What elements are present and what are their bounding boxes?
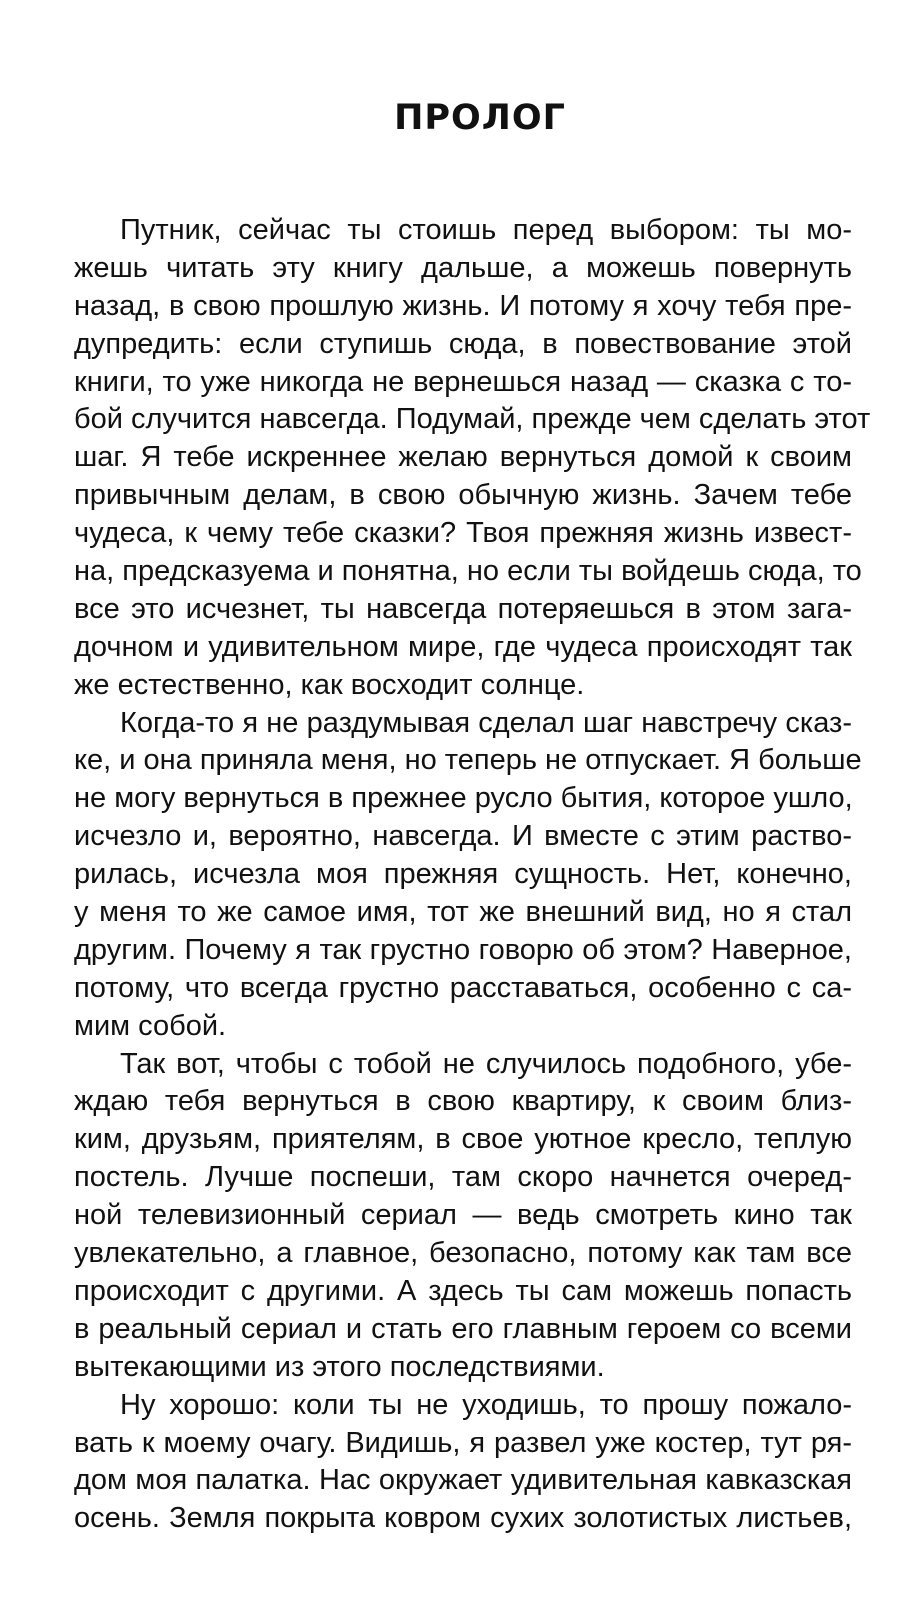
- text-line: другим. Почему я так грустно говорю об этом? Наверное,: [74, 933, 852, 966]
- text-line: вытекающими из этого последствиями.: [74, 1350, 605, 1383]
- chapter-title: ПРОЛОГ: [394, 98, 566, 138]
- text-line: не могу вернуться в прежнее русло бытия, которое ушло,: [74, 782, 853, 815]
- text-line: Ну хорошо: коли ты не уходишь, то прошу пожало-: [120, 1388, 852, 1421]
- text-line: все это исчезнет, ты навсегда потеряешься в этом зага-: [74, 592, 852, 625]
- text-line: жешь читать эту книгу дальше, а можешь повернуть: [74, 251, 852, 284]
- text-line: дупредить: если ступишь сюда, в повествование этой: [74, 327, 852, 360]
- text-line: в реальный сериал и стать его главным героем со всеми: [74, 1312, 852, 1345]
- text-line: бой случится навсегда. Подумай, прежде чем сделать этот: [74, 403, 871, 436]
- text-line: потому, что всегда грустно расставаться, особенно с са-: [74, 971, 852, 1004]
- text-line: на, предсказуема и понятна, но если ты войдешь сюда, то: [74, 555, 862, 588]
- text-line: Путник, сейчас ты стоишь перед выбором: ты мо-: [120, 214, 852, 246]
- text-line: вать к моему очагу. Видишь, я развел уже костер, тут ря-: [74, 1426, 852, 1459]
- text-line: Так вот, чтобы с тобой не случилось подобного, убе-: [120, 1047, 852, 1080]
- text-line: дом моя палатка. Нас окружает удивительная кавказская: [74, 1464, 852, 1497]
- text-line: рилась, исчезла моя прежняя сущность. Нет, конечно,: [74, 858, 852, 891]
- text-line: исчезло и, вероятно, навсегда. И вместе с этим раство-: [74, 820, 852, 853]
- text-line: чудеса, к чему тебе сказки? Твоя прежняя жизнь извест-: [74, 517, 852, 550]
- text-line: осень. Земля покрыта ковром сухих золотистых листьев,: [74, 1502, 852, 1535]
- text-line: привычным делам, в свою обычную жизнь. Зачем тебе: [74, 479, 852, 512]
- text-line: постель. Лучше поспеши, там скоро начнется очеред-: [74, 1161, 852, 1194]
- text-line: мим собой.: [74, 1009, 227, 1042]
- text-line: же естественно, как восходит солнце.: [74, 668, 585, 701]
- text-line: ким, друзьям, приятелям, в свое уютное кресло, теплую: [74, 1123, 852, 1156]
- body-text: [74, 212, 871, 1538]
- text-line: ждаю тебя вернуться в свою квартиру, к своим близ-: [74, 1085, 852, 1118]
- text-line: шаг. Я тебе искреннее желаю вернуться домой к своим: [74, 441, 852, 474]
- text-line: происходит с другими. А здесь ты сам можешь попасть: [74, 1274, 852, 1307]
- text-line: у меня то же самое имя, тот же внешний вид, но я стал: [74, 896, 852, 929]
- text-line: книги, то уже никогда не вернешься назад — сказка с то-: [74, 365, 852, 398]
- text-line: ке, и она приняла меня, но теперь не отпускает. Я больше: [74, 744, 862, 777]
- text-line: ной телевизионный сериал — ведь смотреть кино так: [74, 1199, 852, 1232]
- text-line: назад, в свою прошлую жизнь. И потому я хочу тебя пре-: [74, 289, 852, 322]
- text-line: дочном и удивительном мире, где чудеса происходят так: [74, 630, 852, 663]
- text-line: Когда-то я не раздумывая сделал шаг навстречу сказ-: [120, 706, 852, 739]
- text-line: увлекательно, а главное, безопасно, потому как там все: [74, 1237, 852, 1270]
